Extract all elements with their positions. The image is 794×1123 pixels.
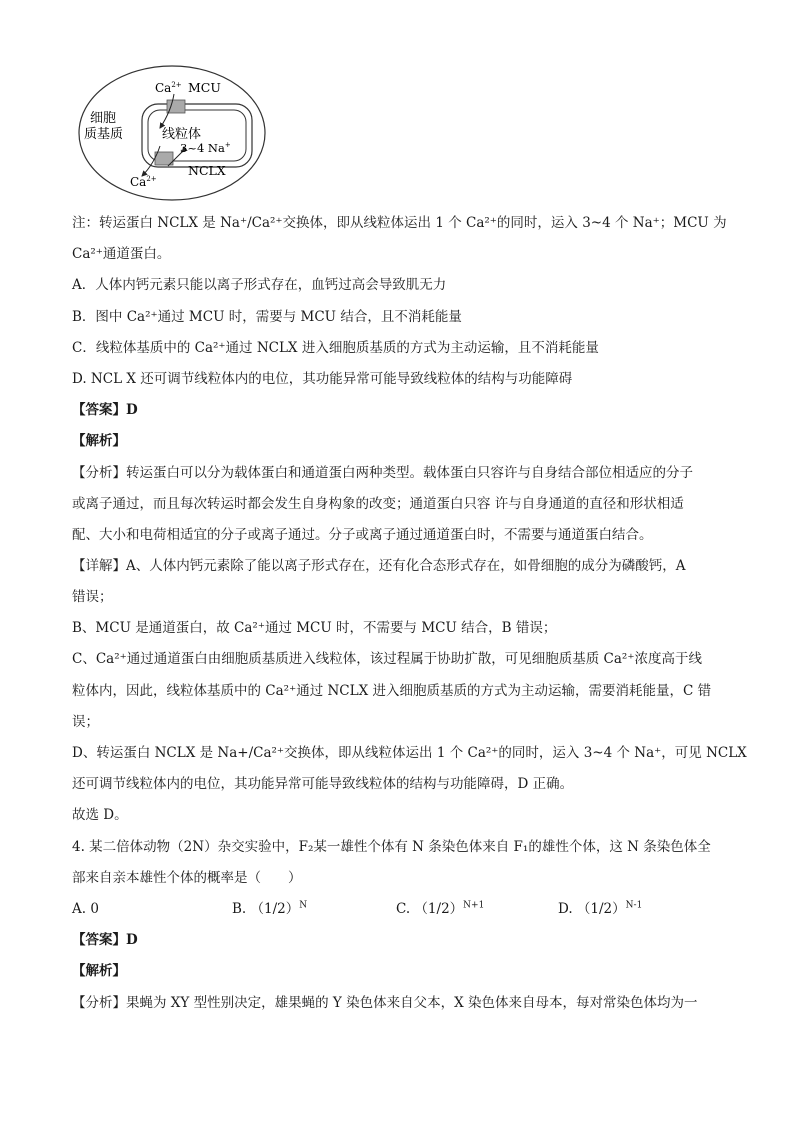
detail-line: 还可调节线粒体内的电位，其功能异常可能导致线粒体的结构与功能障碍，D 正确。: [72, 776, 574, 792]
analysis-line: 【分析】果蝇为 XY 型性别决定，雄果蝇的 Y 染色体来自父本，X 染色体来自母本，每对常染色体均为一: [72, 995, 698, 1011]
cytoplasm-label-1: 细胞: [90, 111, 117, 126]
cytoplasm-label-2: 质基质: [84, 127, 124, 142]
na-label: 3~4 Na+: [180, 141, 231, 155]
note-line: Ca²⁺通道蛋白。: [72, 246, 171, 262]
q4-option-d: D. $(1/2)^{N-1}$: [558, 900, 643, 917]
q4-option-c: C. $(1/2)^{N+1}$: [396, 900, 485, 917]
detail-line: B、MCU 是通道蛋白，故 Ca²⁺通过 MCU 时，不需要与 MCU 结合，B 错误；: [72, 620, 557, 636]
question-stem: 部来自亲本雄性个体的概率是（ ）: [72, 870, 302, 886]
mcu-channel: [167, 100, 185, 113]
option-d: D. NCL X 还可调节线粒体内的电位，其功能异常可能导致线粒体的结构与功能障碍: [72, 371, 573, 387]
note-line: 注：转运蛋白 NCLX 是 Na⁺/Ca²⁺交换体，即从线粒体运出 1 个 Ca²⁺的同时，运入 3~4 个 Na⁺；MCU 为: [72, 215, 727, 231]
question-stem: 4. 某二倍体动物（2N）杂交实验中，F₂某一雄性个体有 N 条染色体来自 F₁的雄性个体，这 N 条染色体全: [72, 839, 711, 855]
answer-label: 【答案】D: [72, 402, 138, 418]
ca-label-bottom: $Ca^{2+}$: [130, 175, 157, 189]
option-a: A．人体内钙元素只能以离子形式存在，血钙过高会导致肌无力: [72, 277, 447, 293]
mitochondrion-label: 线粒体: [162, 127, 202, 142]
option-b: B．图中 Ca²⁺通过 MCU 时，需要与 MCU 结合，且不消耗能量: [72, 309, 462, 325]
detail-line: 错误；: [72, 589, 113, 605]
mitochondria-diagram: [76, 62, 272, 202]
analysis-line: 配、大小和电荷相适宜的分子或离子通过。分子或离子通过通道蛋白时，不需要与通道蛋白结合。: [72, 527, 653, 543]
detail-line: 粒体内，因此，线粒体基质中的 Ca²⁺通过 NCLX 进入细胞质基质的方式为主动运输，需要消耗能量，C 错: [72, 683, 712, 699]
analysis-line: 【分析】转运蛋白可以分为载体蛋白和通道蛋白两种类型。载体蛋白只容许与自身结合部位相适应的分子: [72, 465, 693, 481]
answer-label: 【答案】D: [72, 932, 138, 948]
detail-line: C、Ca²⁺通过通道蛋白由细胞质基质进入线粒体，该过程属于协助扩散，可见细胞质基质 Ca²⁺浓度高于线: [72, 651, 702, 667]
detail-line: 故选 D。: [72, 807, 128, 823]
analysis-heading: 【解析】: [72, 433, 126, 449]
q4-option-b: B. $(1/2)^N$: [232, 900, 308, 917]
detail-line: 误；: [72, 714, 99, 730]
analysis-heading: 【解析】: [72, 963, 126, 979]
mcu-label: MCU: [188, 80, 221, 95]
ca-label-top: $Ca^{2+}$: [155, 81, 182, 95]
option-c: C．线粒体基质中的 Ca²⁺通过 NCLX 进入细胞质基质的方式为主动运输，且不消耗能量: [72, 340, 599, 356]
nclx-label: NCLX: [188, 163, 226, 178]
detail-line: D、转运蛋白 NCLX 是 Na+/Ca²⁺交换体，即从线粒体运出 1 个 Ca²⁺的同时，运入 3~4 个 Na⁺，可见 NCLX: [72, 745, 747, 761]
analysis-line: 或离子通过，而且每次转运时都会发生自身构象的改变；通道蛋白只容 许与自身通道的直径和形状相适: [72, 496, 684, 512]
q4-option-a: A. 0: [72, 901, 99, 917]
detail-line: 【详解】A、人体内钙元素除了能以离子形式存在，还有化合态形式存在，如骨细胞的成分为磷酸钙，A: [72, 558, 686, 574]
